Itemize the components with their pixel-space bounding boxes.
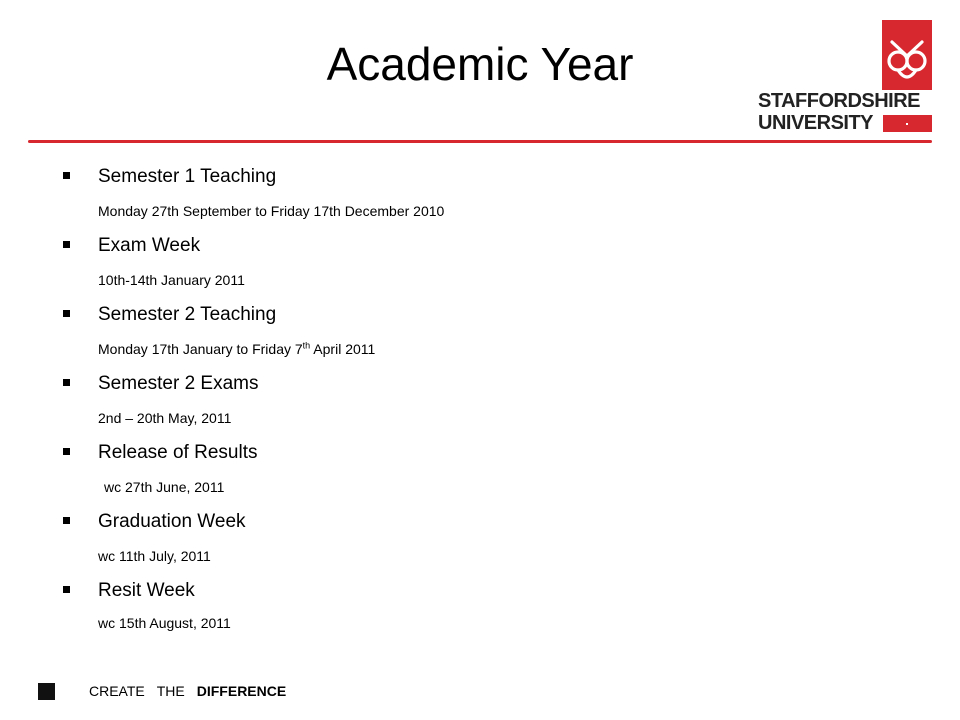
university-logo [758, 20, 934, 136]
title-divider [28, 140, 932, 143]
square-bullet-icon [63, 517, 70, 524]
footer-square [38, 683, 55, 700]
item-detail: 10th-14th January 2011 [98, 272, 245, 288]
item-label: Exam Week [98, 235, 201, 256]
footer-word-the: THE [156, 683, 185, 699]
square-bullet-icon [63, 586, 70, 593]
footer-tagline [89, 683, 286, 700]
item-detail: Monday 17th January to Friday 7th April 2011 [98, 340, 376, 357]
square-bullet-icon [63, 172, 70, 179]
slide-title: Academic Year [326, 38, 634, 90]
item-label: Release of Results [98, 442, 258, 463]
list-item [60, 436, 920, 505]
list-item [60, 574, 920, 638]
item-detail: 2nd – 20th May, 2011 [98, 410, 232, 426]
item-label: Semester 1 Teaching [98, 166, 277, 187]
item-detail: wc 27th June, 2011 [104, 479, 225, 495]
square-bullet-icon [63, 448, 70, 455]
item-label: Graduation Week [98, 511, 246, 532]
item-detail: Monday 27th September to Friday 17th December 2010 [98, 203, 445, 219]
item-label: Semester 2 Exams [98, 373, 259, 394]
square-bullet-icon [63, 379, 70, 386]
list-item [60, 298, 920, 367]
square-bullet-icon [63, 241, 70, 248]
item-detail: wc 15th August, 2011 [98, 615, 231, 631]
square-bullet-icon [63, 310, 70, 317]
footer-word-create: CREATE [89, 683, 145, 699]
logo-wordmark-top: STAFFORDSHIRE [758, 90, 921, 112]
logo-dot [906, 123, 908, 125]
item-label: Resit Week [98, 580, 195, 601]
list-item [60, 229, 920, 298]
item-label: Semester 2 Teaching [98, 304, 277, 325]
list-item [60, 505, 920, 574]
footer-word-difference: DIFFERENCE [196, 683, 287, 699]
logo-wordmark-bottom: UNIVERSITY [758, 112, 874, 134]
list-item [60, 367, 920, 436]
list-item [60, 160, 920, 229]
knot-emblem-icon [882, 20, 932, 90]
academic-year-list [60, 160, 920, 638]
item-detail: wc 11th July, 2011 [98, 548, 211, 564]
